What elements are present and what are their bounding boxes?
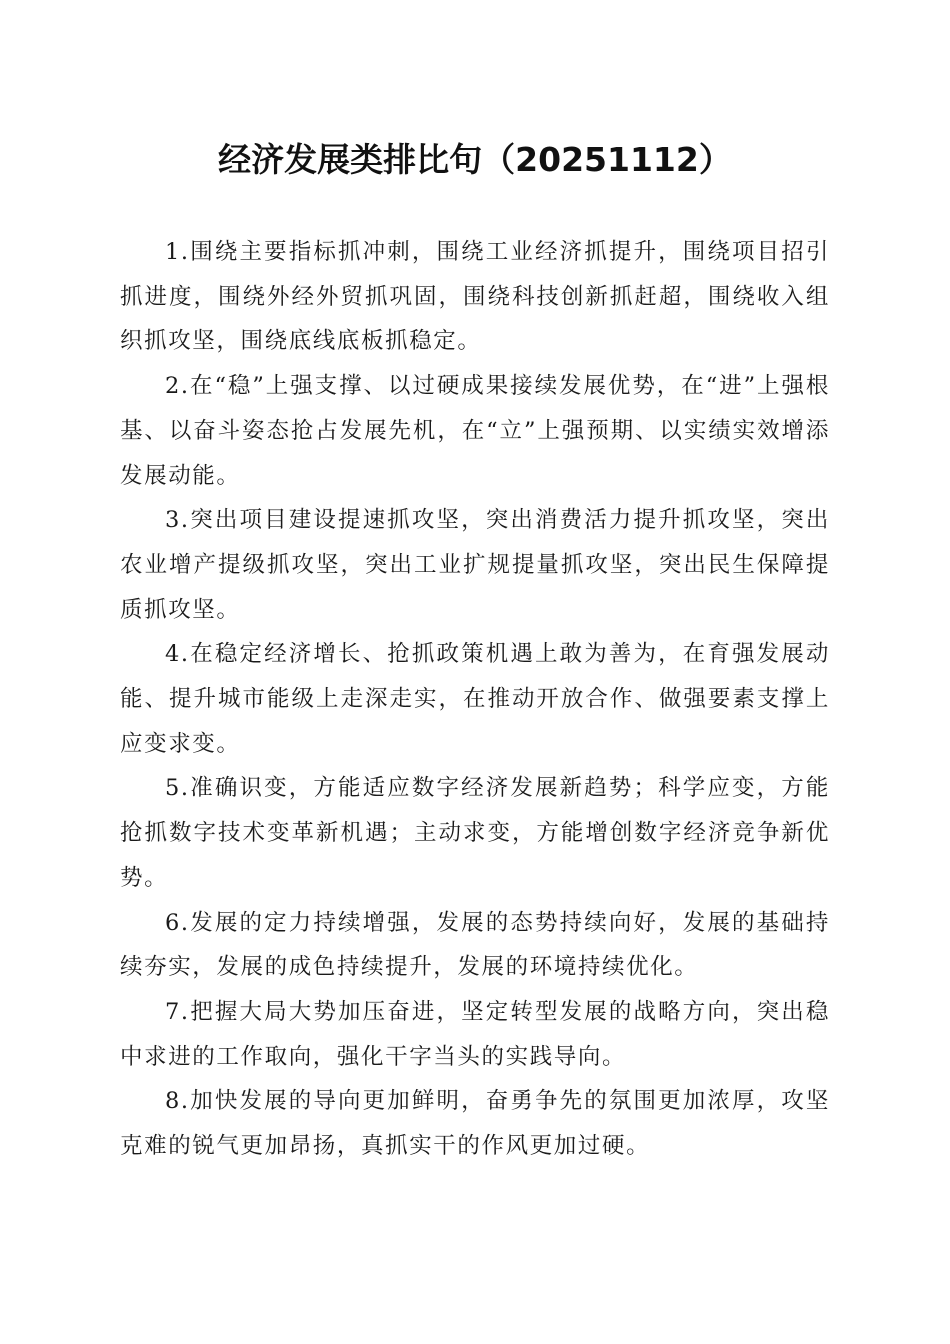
document-body bbox=[120, 230, 830, 1169]
paragraph-4: 4.在稳定经济增长、抢抓政策机遇上敢为善为，在育强发展动能、提升城市能级上走深走实，在推动开放合作、做强要素支撑上应变求变。 bbox=[120, 641, 830, 757]
paragraph-1: 1.围绕主要指标抓冲刺，围绕工业经济抓提升，围绕项目招引抓进度，围绕外经外贸抓巩固，围绕科技创新抓赶超，围绕收入组织抓攻坚，围绕底线底板抓稳定。 bbox=[120, 239, 830, 355]
paragraph-3: 3.突出项目建设提速抓攻坚，突出消费活力提升抓攻坚，突出农业增产提级抓攻坚，突出工业扩规提量抓攻坚，突出民生保障提质抓攻坚。 bbox=[120, 507, 830, 623]
paragraph-5: 5.准确识变，方能适应数字经济发展新趋势；科学应变，方能抢抓数字技术变革新机遇；主动求变，方能增创数字经济竞争新优势。 bbox=[120, 775, 830, 891]
document-title: 经济发展类排比句（20251112） bbox=[218, 140, 732, 179]
paragraph-6: 6.发展的定力持续增强，发展的态势持续向好，发展的基础持续夯实，发展的成色持续提升，发展的环境持续优化。 bbox=[120, 909, 830, 981]
paragraph-8: 8.加快发展的导向更加鲜明，奋勇争先的氛围更加浓厚，攻坚克难的锐气更加昂扬，真抓实干的作风更加过硬。 bbox=[120, 1088, 830, 1160]
paragraph-2: 2.在“稳”上强支撑、以过硬成果接续发展优势，在“进”上强根基、以奋斗姿态抢占发展先机，在“立”上强预期、以实绩实效增添发展动能。 bbox=[120, 373, 830, 489]
paragraph-7: 7.把握大局大势加压奋进，坚定转型发展的战略方向，突出稳中求进的工作取向，强化干字当头的实践导向。 bbox=[120, 998, 830, 1070]
